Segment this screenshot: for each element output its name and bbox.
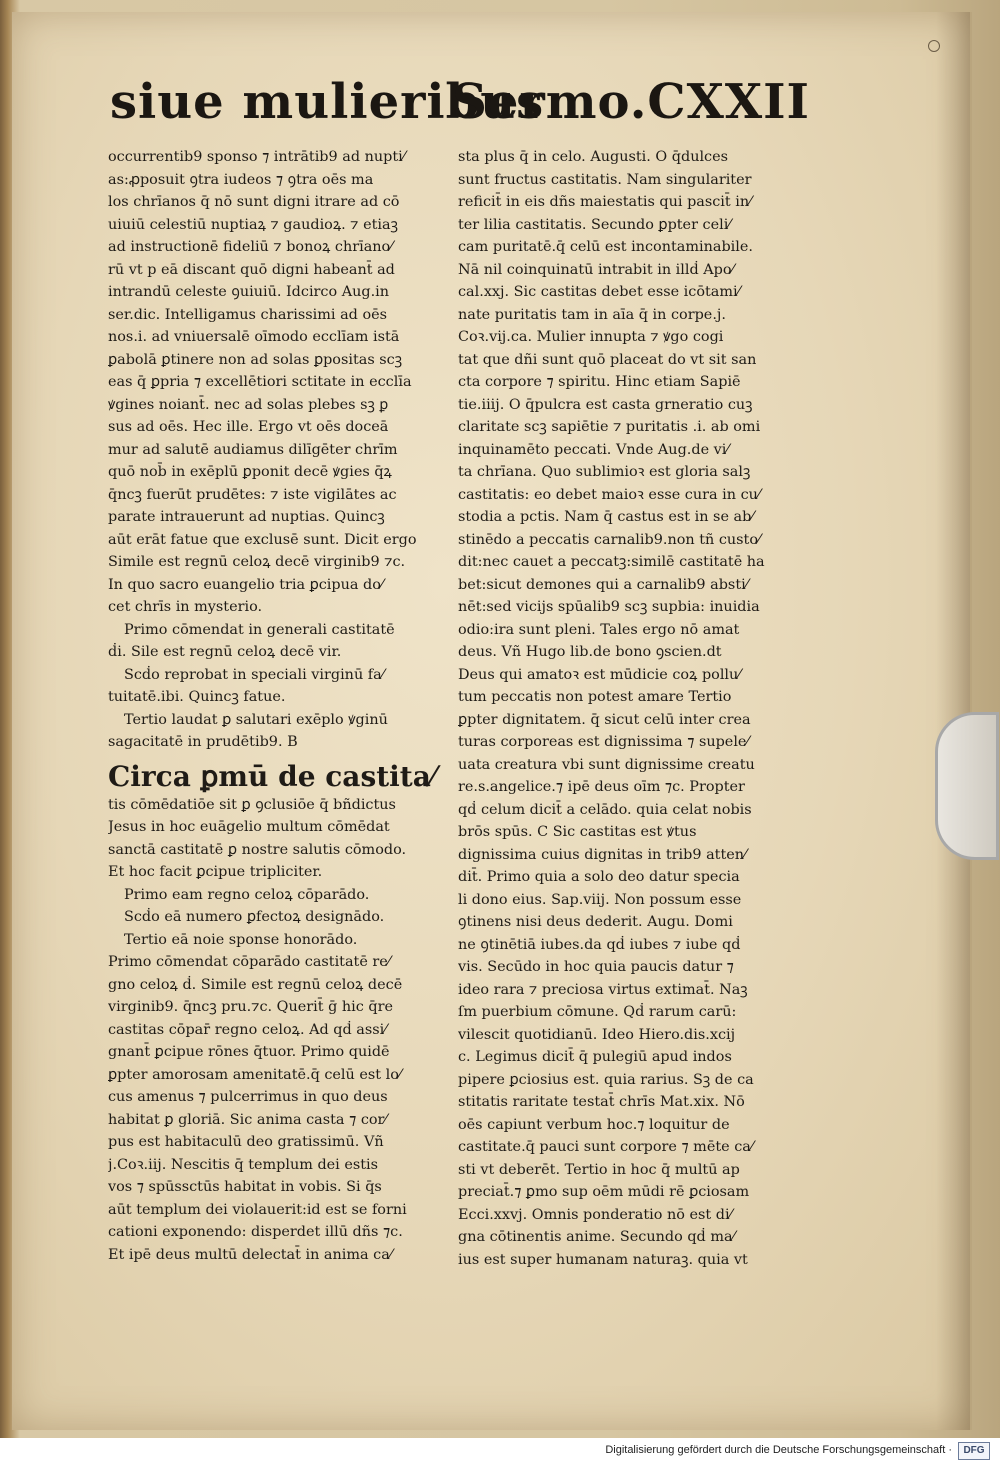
text-line: intrandū celeste ꝯuiuiū. Idcirco Aug.in [108, 284, 390, 300]
text-line: los chrīanos q̄ nō sunt digni itrare ad cō [108, 194, 400, 210]
text-line: Tertio eā noie sponse honorādo. [124, 931, 358, 948]
text-line: Jesus in hoc euāgelio multum cōmēdat [108, 819, 390, 835]
text-line: vos ⁊ spūssctūs habitat in vobis. Si q̄s [108, 1179, 382, 1195]
text-line: ꝑpter dignitatem. q̄ sicut celū inter crea [458, 711, 751, 728]
text-line: Scḋo reprobat in speciali virginū fa⁄ [124, 666, 385, 683]
text-line: tum peccatis non potest amare Tertio [458, 689, 732, 705]
text-line: eas q̄ ꝑpria ⁊ excellētiori sctitate in ecclīa [108, 374, 412, 390]
text-line: turas corporeas est dignissima ⁊ supele⁄ [458, 734, 749, 750]
text-line: castitatis: eo debet maioꝛ esse cura in cu⁄ [458, 486, 761, 503]
text-line: ne ꝯtinētiā iubes.da qḋ iubes ⁊ iube qḋ [458, 936, 741, 953]
text-line: ad instructionē fideliū ⁊ bonoꝝ chrīano⁄ [108, 239, 393, 255]
text-line: habitat ꝑ gloriā. Sic anima casta ⁊ cor⁄ [108, 1111, 387, 1128]
text-line: cationi exponendo: disperdet illū dñs ⁊c. [108, 1224, 403, 1240]
text-line: claritate scꝫ sapiētie ⁊ puritatis .i. ab omi [458, 419, 761, 435]
text-line: nos.i. ad vniuersalē oīmodo ecclīam istā [108, 329, 400, 345]
text-line: ꝑabolā ꝑtinere non ad solas ꝑpositas scꝫ [108, 351, 403, 368]
text-line: Et hoc facit ꝑcipue tripliciter. [108, 864, 323, 880]
text-line: ꝯtinens nisi deus dederit. Augu. Domi [458, 914, 733, 930]
text-line: cta corpore ⁊ spiritu. Hinc etiam Sapiē [458, 374, 741, 390]
running-head-left: siue mulieribus [110, 74, 545, 130]
text-line: ꝑpter amorosam amenitatē.q̄ celū est lo⁄ [108, 1066, 402, 1083]
text-line: j.Coꝛ.iij. Nescitis q̄ templum dei estis [108, 1156, 379, 1173]
text-line: gnant̄ ꝑcipue rōnes q̄tuor. Primo quidē [108, 1044, 390, 1060]
text-line: ſm puerbium cōmune. Qḋ rarum carū: [458, 1004, 737, 1020]
text-line: as:ꝓposuit ꝯtra iudeos ⁊ ꝯtra oēs ma [108, 171, 374, 188]
text-line: ꝟgines noiant̄. nec ad solas plebes sꝫ ꝑ [108, 396, 389, 413]
text-line: ḋi. Sile est regnū celoꝝ decē vir. [108, 644, 342, 660]
text-line: Tertio laudat ꝑ salutari exēplo ꝟginū [124, 711, 388, 728]
running-head-right: Sermo.CXXII [452, 74, 810, 130]
text-line: ta chrīana. Quo sublimioꝛ est gloria salꝫ [458, 464, 751, 480]
text-line: sunt fructus castitatis. Nam singulariter [458, 171, 752, 188]
text-line: reficit̄ in eis dñs maiestatis qui pascit̄ in⁄ [458, 194, 752, 210]
text-line: nate puritatis tam in aīa q̄ in corpe.j. [458, 306, 726, 323]
text-line: re.s.angelice.⁊ ipē deus oīm ⁊c. Propter [458, 779, 745, 795]
text-line: ideo rara ⁊ preciosa virtus extimat̄. Naꝫ [458, 981, 748, 998]
text-line: Coꝛ.vij.ca. Mulier innupta ⁊ ꝟgo cogi [458, 329, 724, 345]
text-line: Deus qui amatoꝛ est mūdicie coꝝ pollu⁄ [458, 666, 741, 683]
text-line: castitate.q̄ pauci sunt corpore ⁊ mēte ca⁄ [458, 1139, 754, 1155]
text-line: inquinamēto peccati. Vnde Aug.de vi⁄ [458, 441, 729, 458]
text-line: Scḋo eā numero ꝑfectoꝝ designādo. [124, 909, 385, 925]
text-line: sta plus q̄ in celo. Augusti. O q̄dulces [458, 149, 729, 165]
corner-mark-icon [928, 40, 940, 52]
text-line: uiuiū celestiū nuptiaꝝ ⁊ gaudioꝝ. ⁊ etiaꝫ [108, 216, 398, 233]
text-line: sus ad oēs. Hec ille. Ergo vt oēs doceā [108, 419, 389, 435]
text-line: Et ipē deus multū delectat̄ in anima ca⁄ [108, 1246, 393, 1263]
text-line: mur ad salutē audiamus dilīgēter chrīm [108, 441, 398, 458]
text-line: odio:ira sunt pleni. Tales ergo nō amat [458, 621, 740, 638]
text-line: gna cōtinentis anime. Secundo qḋ ma⁄ [458, 1229, 735, 1245]
text-line: rū vt p eā discant quō digni habeant̄ ad [108, 261, 395, 278]
text-line: brōs spūs. C Sic castitas est ꝟtus [458, 824, 697, 840]
text-line: oēs capiunt verbum hoc.⁊ loquitur de [458, 1116, 730, 1133]
text-line: pus est habitaculū deo gratissimū. Vñ [108, 1134, 384, 1150]
text-line: q̄ncꝫ fuerūt prudētes: ⁊ iste vigilātes ac [108, 486, 397, 503]
text-line: cal.xxj. Sic castitas debet esse icōtami⁄ [458, 284, 741, 300]
text-line: stodia a pctis. Nam q̄ castus est in se ab⁄ [458, 509, 754, 525]
text-line: nēt:sed vicijs spūalib9 scꝫ supbia: inuidia [458, 599, 760, 615]
text-line: uata creatura vbi sunt dignissime creatu [458, 756, 755, 773]
text-line: preciat̄.⁊ ꝑmo sup oēm mūdi rē ꝑciosam [458, 1184, 750, 1200]
text-line: Simile est regnū celoꝝ decē virginib9 ⁊c. [108, 554, 406, 570]
text-line: cus amenus ⁊ pulcerrimus in quo deus [108, 1089, 388, 1105]
text-line: deus. Vñ Hugo lib.de bono ꝯscien.dt [458, 644, 722, 660]
text-line: virginib9. q̄ncꝫ pru.⁊c. Querit̄ ḡ hic q̄re [108, 999, 393, 1015]
text-line: bet:sicut demones qui a carnalib9 absti⁄ [458, 576, 749, 593]
text-line: tie.iiij. O q̄pulcra est casta grneratio cuꝫ [458, 396, 753, 413]
text-column-left [108, 146, 456, 1266]
text-line: cam puritatē.q̄ celū est incontaminabile. [458, 239, 753, 255]
text-line: vilescit quotidianū. Ideo Hiero.dis.xcij [458, 1026, 736, 1043]
text-line: Primo cōmendat in generali castitatē [124, 621, 395, 638]
text-line: castitas cōpar̄ regno celoꝝ. Ad qḋ assi⁄ [108, 1021, 387, 1038]
text-line: c. Legimus dicit̄ q̄ pulegiū apud indos [458, 1049, 732, 1065]
text-line: Nā nil coinquinatū intrabit in illḋ Apo⁄ [458, 261, 734, 278]
text-line: Primo eam regno celoꝝ cōparādo. [124, 886, 370, 903]
text-line: aūt erāt fatue que exclusē sunt. Dicit ergo [108, 531, 417, 548]
text-line: aūt templum dei violauerit:id est se forni [108, 1201, 407, 1218]
text-line: stinēdo a peccatis carnalib9.non tñ custo⁄ [458, 531, 761, 548]
text-line: vis. Secūdo in hoc quia paucis datur ⁊ [458, 959, 734, 975]
text-line: dit̄. Primo quia a solo deo datur specia [458, 869, 740, 885]
text-line: sti vt deberēt. Tertio in hoc q̄ multū ap [458, 1161, 740, 1178]
text-line: sanctā castitatē ꝑ nostre salutis cōmodo. [108, 841, 407, 858]
text-line: ter lilia castitatis. Secundo ꝑpter celi⁄ [458, 216, 731, 233]
text-line: gno celoꝝ ḋ. Simile est regnū celoꝝ decē [108, 976, 403, 993]
digitization-footer [0, 1438, 1000, 1467]
text-line: ius est super humanam naturaꝫ. quia vt [458, 1251, 748, 1268]
text-line: quō nob̄ in exēplū ꝑponit decē ꝟgies q̄ꝝ [108, 464, 392, 480]
text-line: qḋ celum dicit̄ a celādo. quia celat nobis [458, 801, 752, 818]
dfg-logo-icon: DFG [958, 1442, 990, 1460]
text-line: In quo sacro euangelio tria ꝑcipua do⁄ [108, 576, 384, 593]
text-line: Circa ꝑmū de castita⁄ [108, 759, 436, 793]
text-line: occurrentib9 sponso ⁊ intrātib9 ad nupti⁄ [108, 149, 406, 165]
text-line: tat que dñi sunt quō placeat do vt sit san [458, 351, 757, 368]
text-line: Primo cōmendat cōparādo castitatē re⁄ [108, 954, 391, 970]
text-column-right [458, 146, 798, 1271]
funding-credit: Digitalisierung gefördert durch die Deutsche Forschungsgemeinschaft · [605, 1444, 952, 1456]
text-line: li dono eius. Sap.viij. Non possum esse [458, 891, 742, 908]
text-line: tuitatē.ibi. Quincꝫ fatue. [108, 689, 286, 705]
text-line: cet chrīs in mysterio. [108, 599, 263, 615]
page-clip-tab [935, 712, 999, 860]
text-line: dignissima cuius dignitas in trib9 atten⁄ [458, 846, 747, 863]
text-line: Ecci.xxvj. Omnis ponderatio nō est di⁄ [458, 1206, 732, 1223]
text-line: parate intrauerunt ad nuptias. Quincꝫ [108, 509, 385, 525]
text-line: dit:nec cauet a peccatꝫ:similē castitatē ha [458, 554, 765, 570]
text-line: stitatis raritate testat̄ chrīs Mat.xix. Nō [458, 1094, 745, 1110]
text-line: sagacitatē in prudētib9. B [108, 734, 298, 750]
text-line: pipere ꝑciosius est. quia rarius. Sꝫ de ca [458, 1071, 754, 1088]
text-line: tis cōmēdatiōe sit ꝑ ꝯclusiōe q̄ bñdictus [108, 796, 396, 813]
running-head [110, 66, 810, 138]
text-line: ser.dic. Intelligamus charissimi ad oēs [108, 306, 388, 323]
